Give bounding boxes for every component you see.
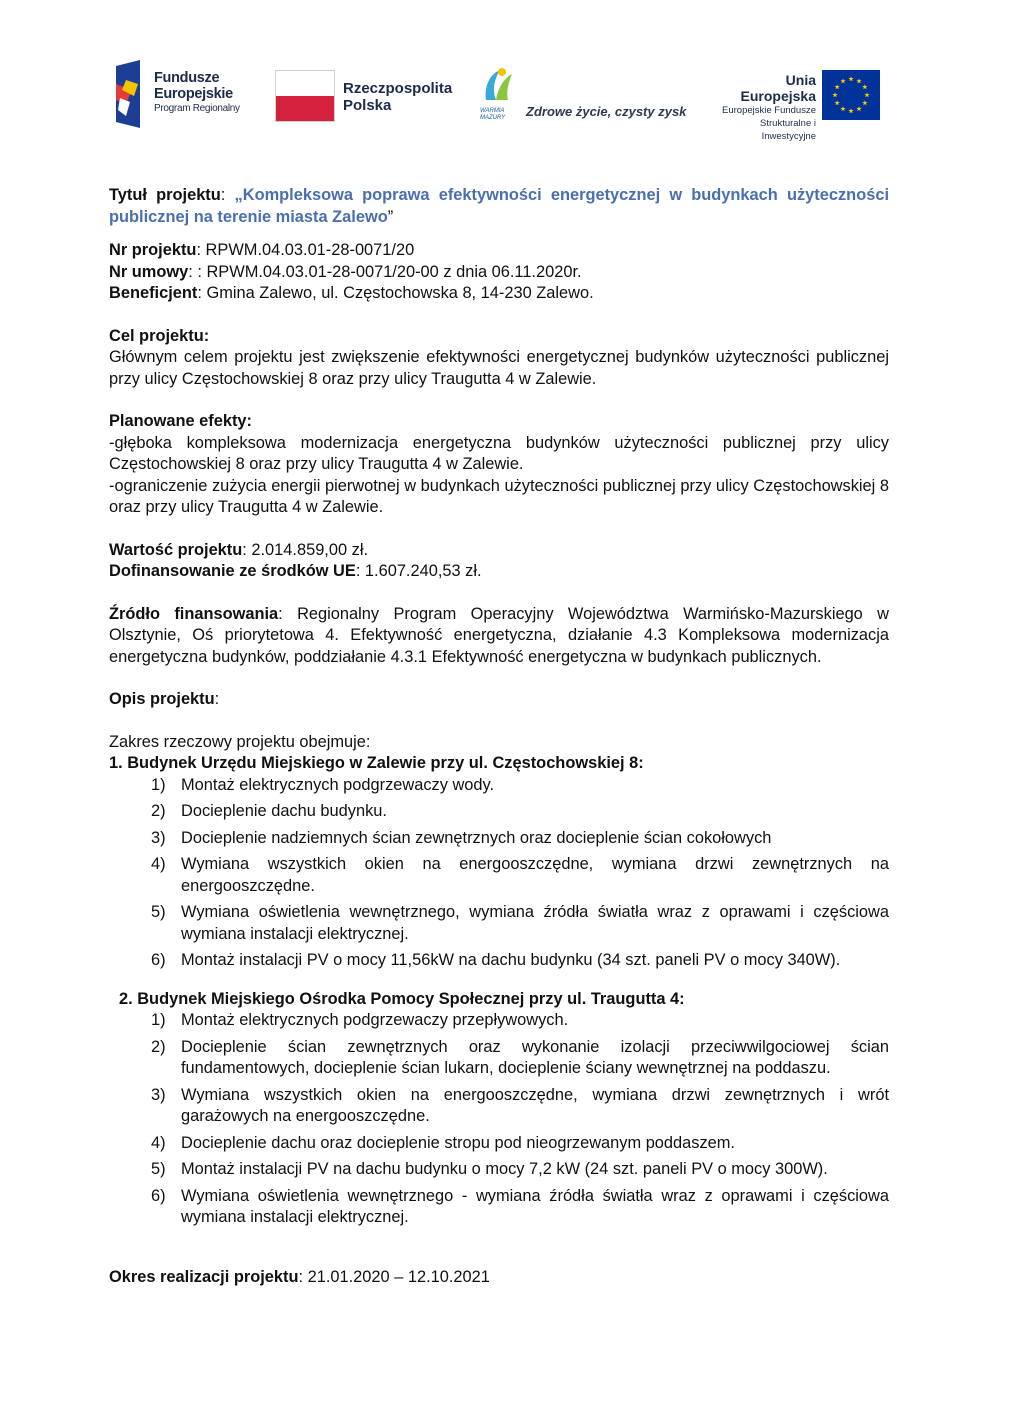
list-item-text: Montaż elektrycznych podgrzewaczy przepływowych. [181, 1011, 569, 1029]
opis-heading: Opis projektu: [109, 690, 220, 708]
list-item [109, 828, 889, 850]
list-item [109, 1037, 889, 1080]
list-item-text: Wymiana wszystkich okien na energooszczędne, wymiana drzwi zewnętrznych i wrót garażowych na energooszczędne. [181, 1085, 889, 1125]
nr-umowy: Nr umowy: : RPWM.04.03.01-28-0071/20-00 z dnia 06.11.2020r. [109, 262, 582, 281]
building-1-heading: 1. Budynek Urzędu Miejskiego w Zalewie przy ul. Częstochowskiej 8: [109, 754, 644, 772]
list-item-number: 5) [151, 1160, 166, 1178]
wm-region1: WARMIA [480, 108, 505, 114]
document-body [109, 185, 889, 1288]
list-item-number: 3) [151, 828, 166, 847]
list-item-number: 4) [151, 855, 166, 873]
title-value: Kompleksowa poprawa efektywności energetycznej w budynkach użyteczności publicznej na terenie miasta Zalewo [109, 186, 889, 226]
list-item-number: 1) [151, 775, 166, 794]
list-item-text: Montaż elektrycznych podgrzewaczy wody. [181, 775, 495, 794]
list-item-number: 4) [151, 1133, 166, 1152]
rzeczpospolita-polska-logo [275, 58, 453, 130]
wm-tagline: Zdrowe życie, czysty zysk [526, 104, 687, 119]
list-item-number: 6) [151, 951, 166, 969]
list-item [109, 1159, 889, 1181]
efekty-heading: Planowane efekty: [109, 412, 253, 430]
wm-region2: MAZURY [480, 115, 506, 121]
list-item-number: 2) [151, 802, 166, 820]
ue-line3: Strukturalne i Inwestycyjne [760, 118, 816, 142]
list-item-number: 1) [151, 1011, 166, 1029]
polish-flag-icon [275, 70, 335, 122]
list-item-text: Docieplenie dachu oraz docieplenie stropu pod nieogrzewanym poddaszem. [181, 1133, 735, 1152]
list-item-text: Docieplenie dachu budynku. [181, 802, 387, 820]
building-2-list [109, 1010, 889, 1229]
fe-line3: Program Regionalny [154, 103, 240, 114]
list-item [109, 801, 889, 823]
efekty-item-2: -ograniczenie zużycia energii pierwotnej w budynkach użyteczności publicznej przy ulicy Częstochowskiej 8 oraz przy ulicy Traugutta 4 w Zalewie. [109, 476, 889, 516]
list-item [109, 1010, 889, 1032]
list-item-text: Wymiana oświetlenia wewnętrznego, wymiana źródła światła wraz z oprawami i częściowa wymiana instalacji elektrycznej. [181, 903, 889, 943]
project-title: Tytuł projektu: „Kompleksowa poprawa efektywności energetycznej w budynkach użyteczności publicznej na terenie miasta Zalewo” [109, 186, 889, 226]
okres-realizacji: Okres realizacji projektu: 21.01.2020 – 12.10.2021 [109, 1267, 490, 1286]
list-item [109, 775, 889, 797]
list-item [109, 1133, 889, 1155]
dofinansowanie: Dofinansowanie ze środków UE: 1.607.240,53 zł. [109, 562, 482, 580]
list-item-number: 2) [151, 1037, 166, 1056]
list-item-text: Montaż instalacji PV o mocy 11,56kW na dachu budynku (34 szt. paneli PV o mocy 340W). [181, 951, 841, 969]
beneficjent: Beneficjent: Gmina Zalewo, ul. Częstochowska 8, 14-230 Zalewo. [109, 284, 594, 302]
warmia-mazury-emblem-icon [478, 66, 518, 106]
fundusze-europejskie-emblem-icon [112, 60, 152, 128]
eu-flag-icon [822, 70, 880, 120]
ue-line2: Europejskie Fundusze [722, 105, 816, 116]
list-item-number: 5) [151, 903, 166, 921]
unia-europejska-logo [708, 58, 883, 142]
fundusze-europejskie-logo [112, 58, 262, 130]
list-item-number: 3) [151, 1085, 166, 1104]
list-item-number: 6) [151, 1186, 166, 1205]
efekty-item-1: -głęboka kompleksowa modernizacja energetyczna budynków użyteczności publicznej przy ulicy Częstochowskiej 8 oraz przy ulicy Traugutta 4 w Zalewie. [109, 433, 889, 473]
zakres-intro: Zakres rzeczowy projektu obejmuje: [109, 732, 371, 751]
cel-text: Głównym celem projektu jest zwiększenie efektywności energetycznej budynków użyteczności publicznej przy ulicy Częstochowskiej 8 oraz przy ulicy Traugutta 4 w Zalewie. [109, 348, 889, 388]
list-item-text: Docieplenie ścian zewnętrznych oraz wykonanie izolacji przeciwwilgociowej ścian fundamentowych, docieplenie ścian lukarn, docieplenie ściany wewnętrznej na poddaszu. [181, 1037, 889, 1077]
list-item [109, 902, 889, 945]
logo-bar [112, 58, 882, 142]
wartosc-projektu: Wartość projektu: 2.014.859,00 zł. [109, 540, 369, 559]
zrodlo-finansowania: Źródło finansowania: Regionalny Program Operacyjny Województwa Warmińsko-Mazurskiego w Olsztynie, Oś priorytetowa 4. Efektywność energetyczna, działanie 4.3 Kompleksowa modernizacja energetyczna budynków, poddziałanie 4.3.1 Efektywność energetyczna w budynkach publicznych. [109, 604, 889, 666]
rp-line1: Rzeczpospolita [343, 80, 453, 97]
title-label: Tytuł projektu [109, 186, 221, 204]
list-item [109, 854, 889, 897]
ue-line1: Unia Europejska [740, 72, 816, 104]
cel-heading: Cel projektu: [109, 326, 210, 345]
building-1-list [109, 775, 889, 972]
list-item [109, 1186, 889, 1229]
list-item-text: Docieplenie nadziemnych ścian zewnętrznych oraz docieplenie ścian cokołowych [181, 828, 772, 847]
warmia-mazury-logo [478, 58, 687, 130]
list-item-text: Montaż instalacji PV na dachu budynku o mocy 7,2 kW (24 szt. paneli PV o mocy 300W). [181, 1160, 828, 1178]
fe-line2: Europejskie [154, 86, 233, 102]
list-item [109, 950, 889, 972]
rp-line2: Polska [343, 97, 392, 114]
list-item [109, 1085, 889, 1128]
fe-line1: Fundusze [154, 70, 220, 86]
list-item-text: Wymiana oświetlenia wewnętrznego - wymiana źródła światła wraz z oprawami i częściowa wymiana instalacji elektrycznej. [181, 1186, 889, 1226]
building-2-heading: 2. Budynek Miejskiego Ośrodka Pomocy Społecznej przy ul. Traugutta 4: [119, 989, 685, 1008]
list-item-text: Wymiana wszystkich okien na energooszczędne, wymiana drzwi zewnętrznych na energooszczędne. [181, 855, 889, 895]
nr-projektu: Nr projektu: RPWM.04.03.01-28-0071/20 [109, 241, 415, 259]
